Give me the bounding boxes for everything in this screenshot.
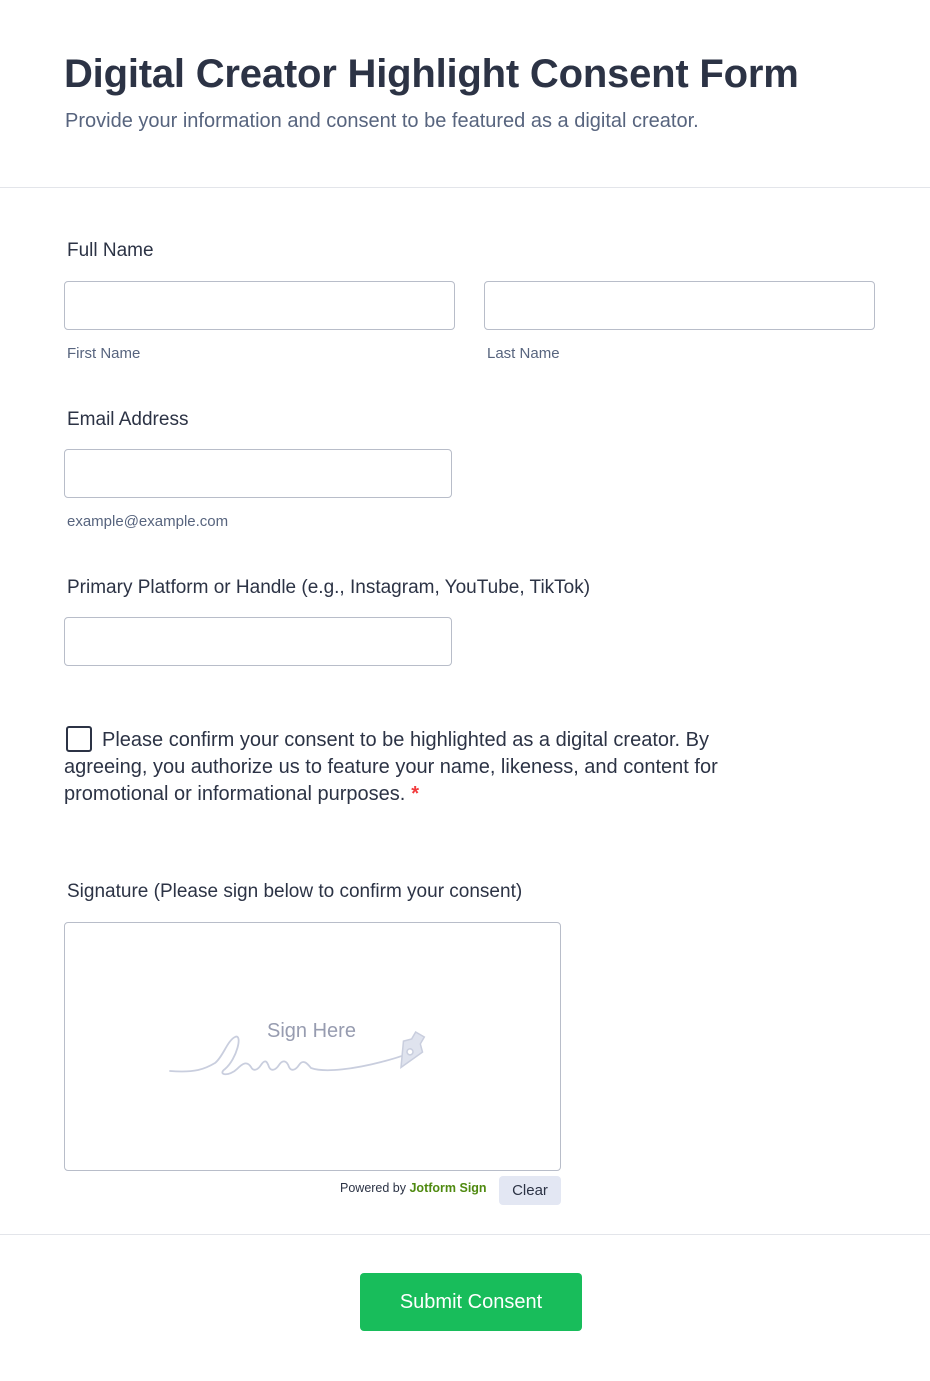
first-name-input[interactable]	[64, 281, 455, 330]
jotform-sign-brand: Jotform Sign	[409, 1181, 487, 1195]
consent-text: Please confirm your consent to be highlighted as a digital creator. By agreeing, you authorize us to feature your name, likeness, and content for promotional or informational purposes.	[64, 729, 718, 805]
required-asterisk: *	[411, 783, 420, 805]
last-name-input[interactable]	[484, 281, 875, 330]
signature-pad[interactable]	[64, 922, 561, 1171]
sign-here-placeholder: Sign Here	[267, 1020, 356, 1042]
platform-label: Primary Platform or Handle (e.g., Instagram, YouTube, TikTok)	[67, 577, 591, 598]
email-input[interactable]	[64, 449, 452, 498]
consent-checkbox[interactable]	[66, 726, 92, 752]
email-sublabel: example@example.com	[67, 513, 229, 530]
clear-signature-button[interactable]: Clear	[499, 1176, 561, 1205]
powered-prefix: Powered by	[340, 1181, 410, 1195]
footer-divider	[0, 1234, 930, 1235]
form-header	[0, 0, 930, 188]
consent-field	[64, 726, 764, 808]
full-name-label: Full Name	[67, 240, 154, 261]
signature-label: Signature (Please sign below to confirm your consent)	[67, 881, 523, 902]
page-title: Digital Creator Highlight Consent Form	[64, 52, 799, 96]
last-name-sublabel: Last Name	[487, 345, 560, 362]
email-label: Email Address	[67, 409, 189, 430]
platform-input[interactable]	[64, 617, 452, 666]
powered-by	[340, 1181, 487, 1195]
submit-button[interactable]: Submit Consent	[360, 1273, 582, 1331]
page-subtitle: Provide your information and consent to be featured as a digital creator.	[65, 110, 699, 132]
first-name-sublabel: First Name	[67, 345, 141, 362]
